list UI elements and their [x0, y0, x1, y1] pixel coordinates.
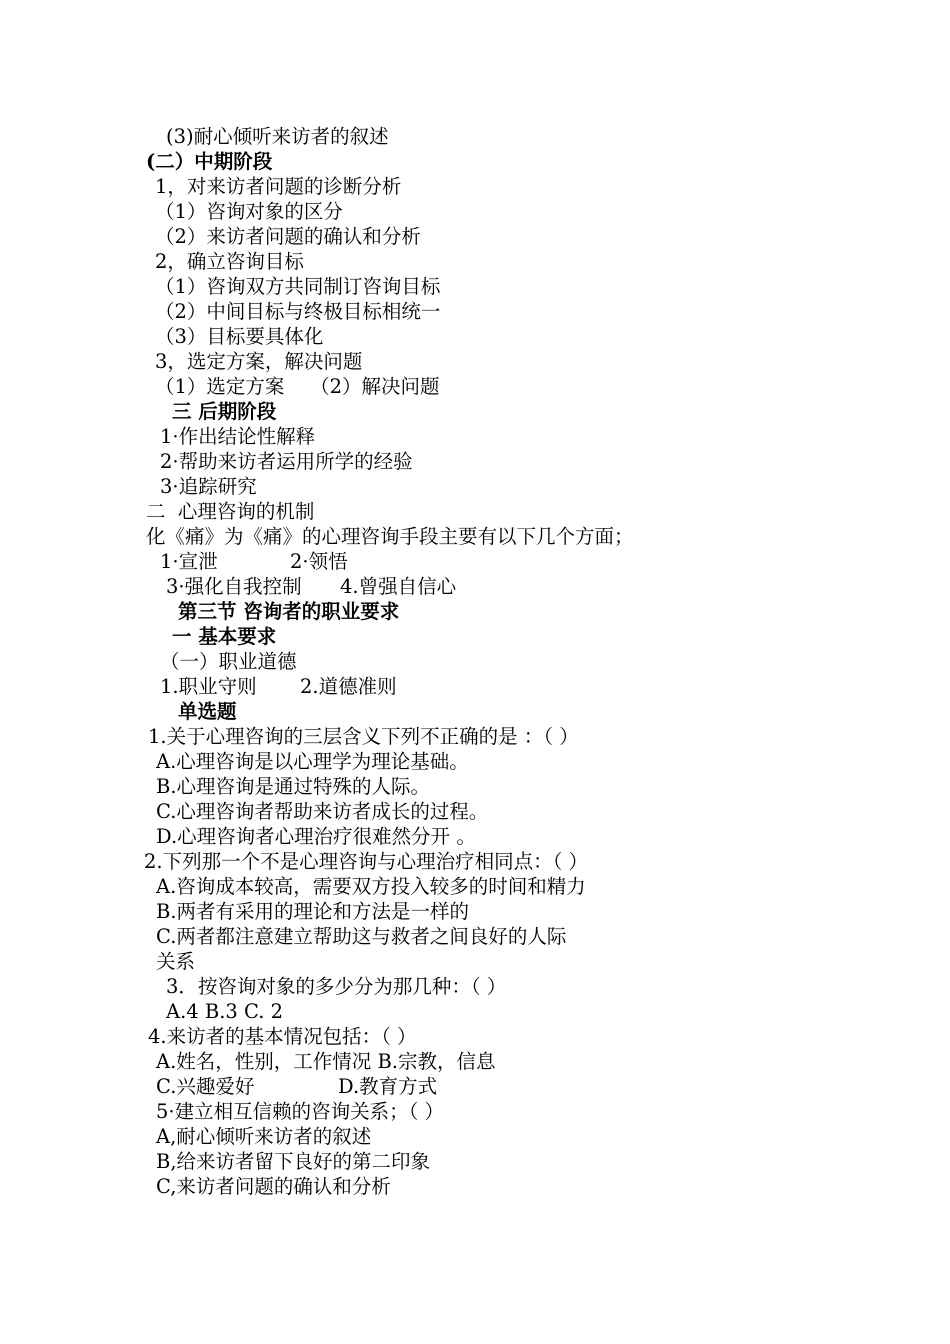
option: A.咨询成本较高，需要双方投入较多的时间和精力: [156, 875, 586, 898]
text-line: 3·强化自我控制: [166, 575, 302, 598]
text-line: 1.职业守则: [160, 675, 257, 698]
text-line: 2，确立咨询目标: [155, 250, 304, 273]
text-line: （2）中间目标与终极目标相统一: [155, 300, 441, 323]
section-heading: 三 后期阶段: [172, 400, 277, 423]
option: B.两者有采用的理论和方法是一样的: [156, 900, 470, 923]
text-line: 2·帮助来访者运用所学的经验: [160, 450, 413, 473]
text-line: 二 心理咨询的机制: [146, 500, 315, 523]
text-line: 3·追踪研究: [160, 475, 257, 498]
option: 关系: [156, 950, 196, 973]
text-line: 1·作出结论性解释: [160, 425, 316, 448]
text-line: （一）职业道德: [160, 650, 297, 673]
text-line: （3）目标要具体化: [155, 325, 324, 348]
text-line: (3)耐心倾听来访者的叙述: [166, 125, 389, 148]
chapter-heading: 第三节 咨询者的职业要求: [178, 600, 400, 623]
question: 4.来访者的基本情况包括：（ ）: [148, 1025, 417, 1048]
text-line: 1，对来访者问题的诊断分析: [155, 175, 402, 198]
text-line: 2.道德准则: [300, 675, 397, 698]
question: 1.关于心理咨询的三层含义下列不正确的是 ：（ ）: [148, 725, 579, 748]
text-line: 1·宣泄: [160, 550, 218, 573]
section-heading: (二）中期阶段: [146, 150, 273, 173]
text-line: （1）咨询对象的区分: [155, 200, 343, 223]
option: A.心理咨询是以心理学为理论基础。: [156, 750, 469, 773]
option: C.兴趣爱好: [156, 1075, 255, 1098]
option: C,来访者问题的确认和分析: [156, 1175, 391, 1198]
option: C.心理咨询者帮助来访者成长的过程。: [156, 800, 489, 823]
text-line: 2·领悟: [290, 550, 348, 573]
option: B,给来访者留下良好的第二印象: [156, 1150, 431, 1173]
question: 3．按咨询对象的多少分为那几种：（ ）: [166, 975, 507, 998]
option: A,耐心倾听来访者的叙述: [156, 1125, 372, 1148]
text-line: 3，选定方案，解决问题: [155, 350, 363, 373]
text-line: （2）来访者问题的确认和分析: [155, 225, 421, 248]
section-heading: 单选题: [178, 700, 237, 723]
question: 5·建立相互信赖的咨询关系；（ ）: [156, 1100, 445, 1123]
option: D.心理咨询者心理治疗很难然分开 。: [156, 825, 476, 848]
option: A.姓名，性别，工作情况 B.宗教，信息: [156, 1050, 496, 1073]
option: A.4 B.3 C. 2: [166, 1000, 284, 1023]
option: D.教育方式: [338, 1075, 438, 1098]
text-line: 化《痛》为《痛》的心理咨询手段主要有以下几个方面；: [146, 525, 634, 548]
text-line: 4.曾强自信心: [340, 575, 457, 598]
text-line: （1）咨询双方共同制订咨询目标: [155, 275, 441, 298]
question: 2.下列那一个不是心理咨询与心理治疗相同点：（ ）: [144, 850, 589, 873]
section-heading: 一 基本要求: [172, 625, 277, 648]
option: B.心理咨询是通过特殊的人际。: [156, 775, 431, 798]
text-line: （1）选定方案 （2）解决问题: [155, 375, 440, 398]
option: C.两者都注意建立帮助这与救者之间良好的人际: [156, 925, 567, 948]
